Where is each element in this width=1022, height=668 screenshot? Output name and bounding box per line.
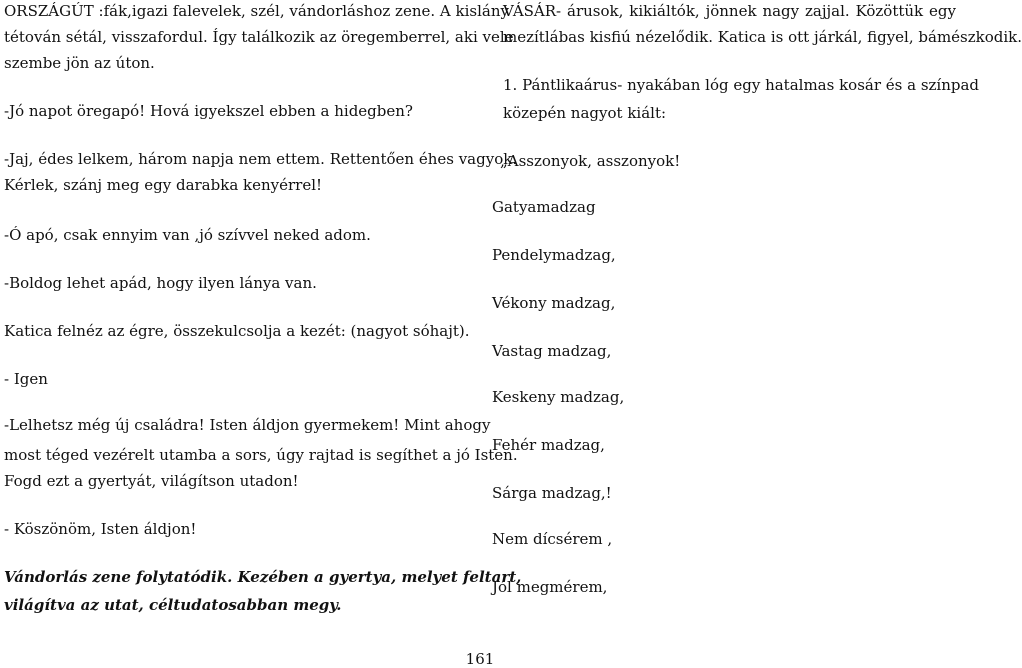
text-line: Katica felnéz az égre, összekulcsolja a kezét: (nagyot sóhajt).	[4, 322, 470, 340]
text-line: -Jaj, édes lelkem, három napja nem ettem. Rettentően éhes vagyok.	[4, 150, 518, 168]
stage-direction-line: világítva az utat, céltudatosabban megy.	[4, 596, 342, 614]
page-number: 161	[465, 650, 495, 668]
text-line: most téged vezérelt utamba a sors, úgy rajtad is segíthet a jó Isten.	[4, 446, 518, 464]
text-line: mezítlábas kisfiú nézelődik. Katica is ott járkál, figyel, bámészkodik.	[503, 28, 1022, 46]
text-line: - Igen	[4, 370, 48, 388]
text-line: -Boldog lehet apád, hogy ilyen lánya van.	[4, 274, 317, 292]
text-line: 1. Pántlikaárus- nyakában lóg egy hatalmas kosár és a színpad	[503, 76, 980, 94]
text-line: -Ó apó, csak ennyim van ,jó szívvel neked adom.	[4, 226, 371, 244]
song-line: Nem dícsérem ,	[492, 530, 613, 548]
text-line: ORSZÁGÚT :fák,igazi falevelek, szél, vándorláshoz zene. A kislány	[4, 2, 509, 20]
song-line: Vékony madzag,	[492, 294, 616, 312]
song-line: Jól megmérem,	[492, 578, 608, 596]
text-line: tétován sétál, visszafordul. Így találkozik az öregemberrel, aki vele	[4, 28, 514, 46]
text-line: közepén nagyot kiált:	[503, 104, 667, 122]
text-line: -Jó napot öregapó! Hová igyekszel ebben a hidegben?	[4, 102, 413, 120]
song-line: Vastag madzag,	[492, 342, 612, 360]
song-line: Fehér madzag,	[492, 436, 605, 454]
song-line: Keskeny madzag,	[492, 388, 625, 406]
stage-direction-line: Vándorlás zene folytatódik. Kezében a gyertya, melyet feltart,	[4, 568, 522, 586]
song-line: Pendelymadzag,	[492, 246, 616, 264]
song-line: „Asszonyok, asszonyok!	[500, 152, 681, 170]
song-line: Sárga madzag,!	[492, 484, 612, 502]
text-line: Kérlek, szánj meg egy darabka kenyérrel!	[4, 176, 323, 194]
text-line: - Köszönöm, Isten áldjon!	[4, 520, 197, 538]
text-line: VÁSÁR- árusok, kikiáltók, jönnek nagy zajjal. Közöttük egy	[503, 2, 956, 20]
text-line: -Lelhetsz még új családra! Isten áldjon gyermekem! Mint ahogy	[4, 416, 491, 434]
text-line: Fogd ezt a gyertyát, világítson utadon!	[4, 472, 299, 490]
text-line: szembe jön az úton.	[4, 54, 155, 72]
song-line: Gatyamadzag	[492, 198, 596, 216]
